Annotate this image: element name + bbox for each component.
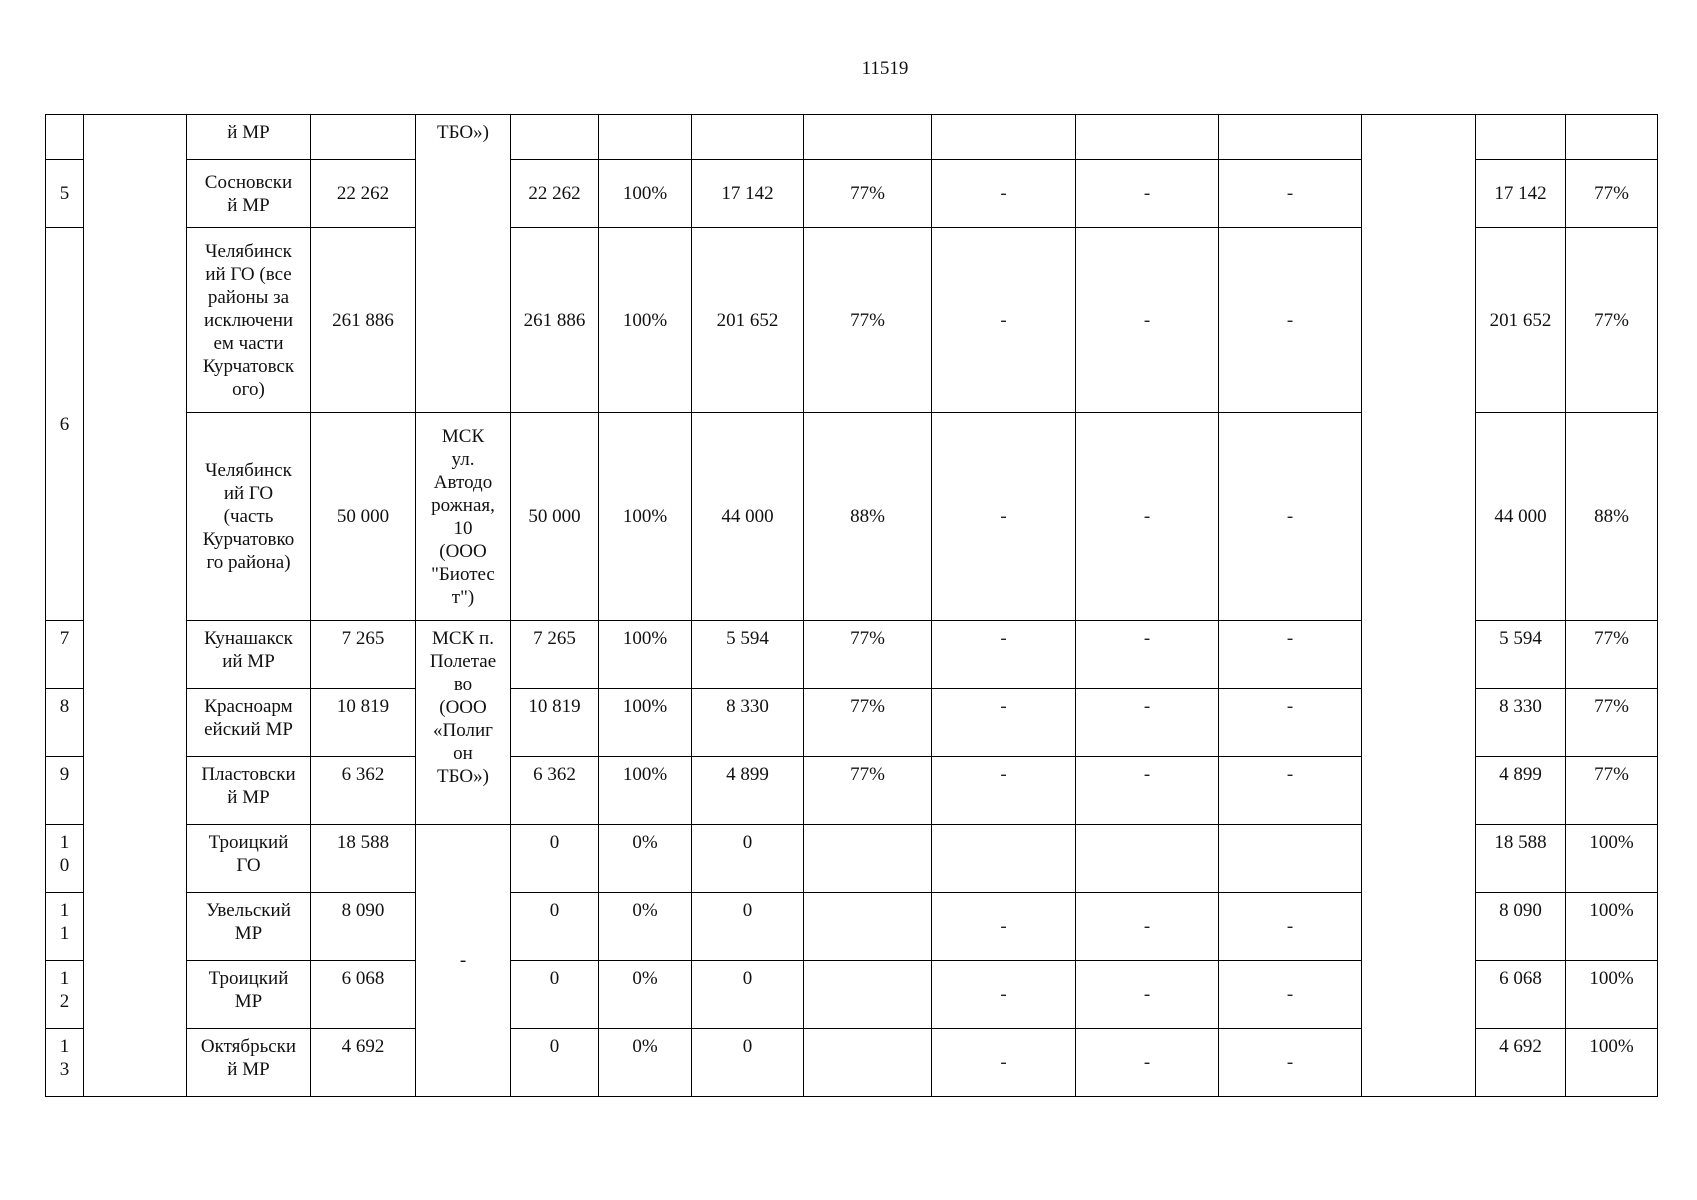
- cell-col9: -: [932, 621, 1076, 689]
- cell-col5: 22 262: [511, 160, 599, 228]
- region-name: Красноарм ейский МР: [187, 689, 311, 757]
- cell-col14: 100%: [1566, 825, 1658, 893]
- cell-col8: 77%: [804, 160, 932, 228]
- cell-col13: 5 594: [1476, 621, 1566, 689]
- cell-col13: 18 588: [1476, 825, 1566, 893]
- cell-col13: 6 068: [1476, 961, 1566, 1029]
- row-number: 1 3: [46, 1029, 84, 1097]
- cell-col13: 8 090: [1476, 893, 1566, 961]
- cell-col14: 77%: [1566, 621, 1658, 689]
- cell-col13: 17 142: [1476, 160, 1566, 228]
- region-name: Кунашакск ий МР: [187, 621, 311, 689]
- cell-col9: -: [932, 1029, 1076, 1097]
- row-number: 1 1: [46, 893, 84, 961]
- cell-col5: [511, 115, 599, 160]
- cell-col14: 77%: [1566, 160, 1658, 228]
- cell-col9: -: [932, 413, 1076, 621]
- population-value: 22 262: [311, 160, 416, 228]
- row-number: 6: [46, 228, 84, 621]
- cell-col6: 100%: [599, 160, 692, 228]
- cell-col14: 77%: [1566, 757, 1658, 825]
- cell-col10: -: [1076, 228, 1219, 413]
- row-number: 1 0: [46, 825, 84, 893]
- cell-col5: 0: [511, 893, 599, 961]
- cell-col6: 100%: [599, 228, 692, 413]
- cell-col11: -: [1219, 228, 1362, 413]
- cell-col9: -: [932, 160, 1076, 228]
- region-name: й МР: [187, 115, 311, 160]
- cell-col8: 77%: [804, 621, 932, 689]
- cell-col9: -: [932, 893, 1076, 961]
- cell-col8: [804, 893, 932, 961]
- facility-name: -: [416, 825, 511, 1097]
- cell-col10: [1076, 825, 1219, 893]
- cell-col14: 100%: [1566, 893, 1658, 961]
- cell-col7: 5 594: [692, 621, 804, 689]
- row-number: 9: [46, 757, 84, 825]
- cell-col13: [1476, 115, 1566, 160]
- cell-col7: 44 000: [692, 413, 804, 621]
- cell-col6: 100%: [599, 413, 692, 621]
- cell-col14: 77%: [1566, 228, 1658, 413]
- cell-col10: -: [1076, 413, 1219, 621]
- cell-col11: -: [1219, 757, 1362, 825]
- population-value: 4 692: [311, 1029, 416, 1097]
- facility-name: МСК п. Полетае во (ООО «Полиг он ТБО»): [416, 621, 511, 825]
- cell-col14: 77%: [1566, 689, 1658, 757]
- region-name: Пластовски й МР: [187, 757, 311, 825]
- row-number: 7: [46, 621, 84, 689]
- cell-col7: 0: [692, 1029, 804, 1097]
- cell-col7: 0: [692, 893, 804, 961]
- cell-col6: 0%: [599, 961, 692, 1029]
- cell-col11: -: [1219, 1029, 1362, 1097]
- population-value: 10 819: [311, 689, 416, 757]
- cell-col9: [932, 115, 1076, 160]
- cell-col13: 201 652: [1476, 228, 1566, 413]
- population-value: [311, 115, 416, 160]
- merged-empty-column: [1362, 115, 1476, 1097]
- cell-col8: [804, 825, 932, 893]
- cell-col6: 100%: [599, 689, 692, 757]
- cell-col5: 261 886: [511, 228, 599, 413]
- cell-col8: [804, 115, 932, 160]
- cell-col10: -: [1076, 621, 1219, 689]
- cell-col9: -: [932, 228, 1076, 413]
- cell-col11: -: [1219, 961, 1362, 1029]
- region-name: Троицкий МР: [187, 961, 311, 1029]
- cell-col5: 0: [511, 961, 599, 1029]
- region-name: Челябинск ий ГО (часть Курчатовко го района): [187, 413, 311, 621]
- cell-col10: -: [1076, 1029, 1219, 1097]
- cell-col8: [804, 961, 932, 1029]
- cell-col6: 100%: [599, 621, 692, 689]
- cell-col5: 6 362: [511, 757, 599, 825]
- cell-col14: 100%: [1566, 1029, 1658, 1097]
- cell-col9: -: [932, 961, 1076, 1029]
- cell-col11: [1219, 825, 1362, 893]
- cell-col7: 0: [692, 961, 804, 1029]
- cell-col8: 77%: [804, 228, 932, 413]
- cell-col5: 50 000: [511, 413, 599, 621]
- population-value: 18 588: [311, 825, 416, 893]
- cell-col10: -: [1076, 893, 1219, 961]
- waste-data-table: [45, 114, 1658, 1097]
- cell-col10: [1076, 115, 1219, 160]
- region-name: Увельский МР: [187, 893, 311, 961]
- cell-col6: 0%: [599, 1029, 692, 1097]
- cell-col7: 8 330: [692, 689, 804, 757]
- cell-col11: -: [1219, 689, 1362, 757]
- cell-col6: 0%: [599, 825, 692, 893]
- merged-group-cell: [84, 115, 187, 1097]
- population-value: 8 090: [311, 893, 416, 961]
- cell-col11: -: [1219, 413, 1362, 621]
- cell-col13: 4 692: [1476, 1029, 1566, 1097]
- cell-col11: [1219, 115, 1362, 160]
- row-number: [46, 115, 84, 160]
- cell-col9: -: [932, 689, 1076, 757]
- cell-col7: 4 899: [692, 757, 804, 825]
- cell-col14: 88%: [1566, 413, 1658, 621]
- cell-col10: -: [1076, 757, 1219, 825]
- cell-col5: 10 819: [511, 689, 599, 757]
- cell-col6: 0%: [599, 893, 692, 961]
- cell-col7: [692, 115, 804, 160]
- region-name: Октябрьски й МР: [187, 1029, 311, 1097]
- cell-col7: 201 652: [692, 228, 804, 413]
- cell-col5: 7 265: [511, 621, 599, 689]
- population-value: 6 068: [311, 961, 416, 1029]
- row-number: 8: [46, 689, 84, 757]
- cell-col8: 77%: [804, 757, 932, 825]
- row-number: 1 2: [46, 961, 84, 1029]
- cell-col11: -: [1219, 160, 1362, 228]
- table-row: [46, 115, 1658, 160]
- cell-col7: 0: [692, 825, 804, 893]
- population-value: 7 265: [311, 621, 416, 689]
- cell-col6: [599, 115, 692, 160]
- population-value: 50 000: [311, 413, 416, 621]
- cell-col9: [932, 825, 1076, 893]
- cell-col9: -: [932, 757, 1076, 825]
- facility-name: ТБО»): [416, 115, 511, 413]
- cell-col13: 8 330: [1476, 689, 1566, 757]
- cell-col13: 44 000: [1476, 413, 1566, 621]
- cell-col8: [804, 1029, 932, 1097]
- cell-col10: -: [1076, 160, 1219, 228]
- cell-col5: 0: [511, 1029, 599, 1097]
- row-number: 5: [46, 160, 84, 228]
- region-name: Челябинск ий ГО (все районы за исключени ем части Курчатовск ого): [187, 228, 311, 413]
- cell-col8: 88%: [804, 413, 932, 621]
- population-value: 6 362: [311, 757, 416, 825]
- page-number: 11519: [861, 58, 909, 79]
- cell-col11: -: [1219, 893, 1362, 961]
- region-name: Троицкий ГО: [187, 825, 311, 893]
- region-name: Сосновски й МР: [187, 160, 311, 228]
- cell-col14: [1566, 115, 1658, 160]
- population-value: 261 886: [311, 228, 416, 413]
- cell-col7: 17 142: [692, 160, 804, 228]
- cell-col10: -: [1076, 689, 1219, 757]
- cell-col6: 100%: [599, 757, 692, 825]
- cell-col11: -: [1219, 621, 1362, 689]
- cell-col10: -: [1076, 961, 1219, 1029]
- cell-col5: 0: [511, 825, 599, 893]
- cell-col13: 4 899: [1476, 757, 1566, 825]
- facility-name: МСК ул. Автодо рожная, 10 (ООО "Биотес т"): [416, 413, 511, 621]
- cell-col8: 77%: [804, 689, 932, 757]
- cell-col14: 100%: [1566, 961, 1658, 1029]
